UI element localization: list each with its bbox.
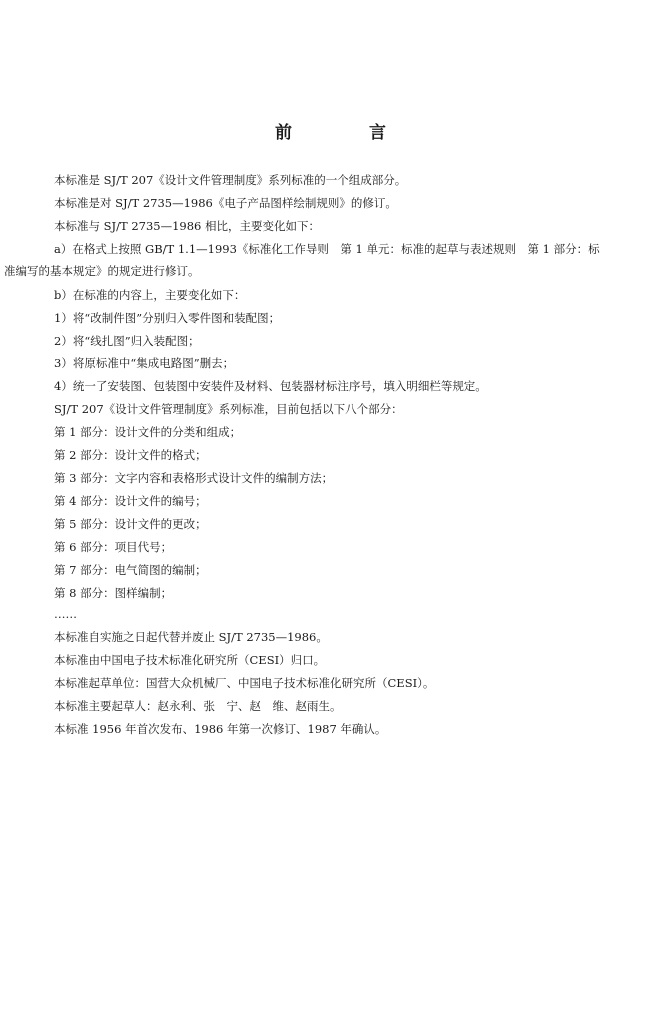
paragraph-line-2: 本标准是对 SJ/T 2735—1986《电子产品图样绘制规则》的修订。 (54, 196, 397, 210)
paragraph-line-13: 第 2 部分：设计文件的格式； (54, 448, 207, 462)
paragraph-line-15: 第 4 部分：设计文件的编号； (54, 494, 207, 508)
paragraph-line-23: 本标准起草单位：国营大众机械厂、中国电子技术标准化研究所（CESI）。 (54, 676, 435, 690)
paragraph-line-9: 3）将原标准中“集成电路图”删去； (54, 356, 235, 370)
paragraph-line-21: 本标准自实施之日起代替并废止 SJ/T 2735—1986。 (54, 630, 328, 644)
paragraph-line-8: 2）将“线扎图”归入装配图； (54, 334, 200, 348)
paragraph-line-12: 第 1 部分：设计文件的分类和组成； (54, 425, 242, 439)
paragraph-line-7: 1）将“改制件图”分别归入零件图和装配图； (54, 311, 281, 325)
paragraph-line-1: 本标准是 SJ/T 207《设计文件管理制度》系列标准的一个组成部分。 (54, 173, 407, 187)
page-title: 前 言 (275, 123, 416, 143)
paragraph-line-19: 第 8 部分：图样编制； (54, 586, 173, 600)
paragraph-line-3: 本标准与 SJ/T 2735—1986 相比，主要变化如下： (54, 219, 321, 233)
paragraph-line-24: 本标准主要起草人：赵永利、张 宁、赵 维、赵雨生。 (54, 699, 342, 713)
paragraph-line-10: 4）统一了安装图、包装图中安装件及材料、包装器材标注序号，填入明细栏等规定。 (54, 379, 487, 393)
paragraph-line-22: 本标准由中国电子技术标准化研究所（CESI）归口。 (54, 653, 326, 667)
paragraph-line-25: 本标准 1956 年首次发布、1986 年第一次修订、1987 年确认。 (54, 722, 387, 736)
paragraph-line-6: b）在标准的内容上，主要变化如下： (54, 288, 246, 302)
paragraph-line-17: 第 6 部分：项目代号； (54, 540, 173, 554)
paragraph-line-5: 准编写的基本规定》的规定进行修订。 (4, 264, 200, 278)
paragraph-line-14: 第 3 部分：文字内容和表格形式设计文件的编制方法； (54, 471, 334, 485)
paragraph-line-16: 第 5 部分：设计文件的更改； (54, 517, 207, 531)
paragraph-line-18: 第 7 部分：电气简图的编制； (54, 563, 207, 577)
ellipsis-line: …… (54, 607, 77, 621)
paragraph-line-4: a）在格式上按照 GB/T 1.1—1993《标准化工作导则 第 1 单元：标准的起草与表述规则 第 1 部分：标 (54, 242, 600, 256)
paragraph-line-11: SJ/T 207《设计文件管理制度》系列标准，目前包括以下八个部分： (54, 402, 403, 416)
